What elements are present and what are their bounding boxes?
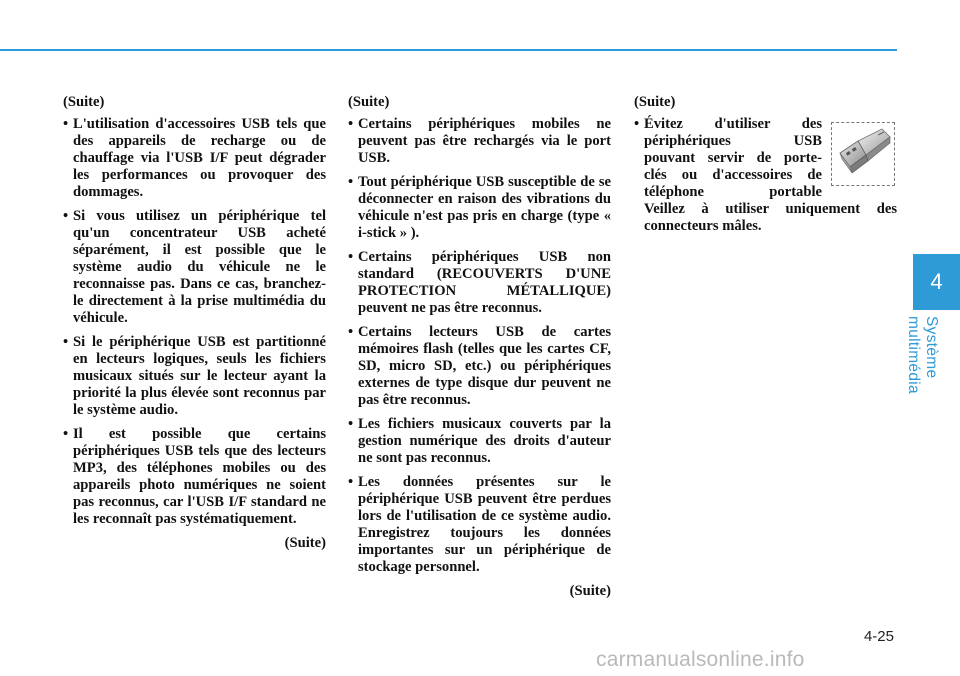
usb-warning-line: clés ou d'accessoires de xyxy=(644,167,822,183)
chapter-tab: 4 xyxy=(913,254,960,310)
continued-heading: (Suite) xyxy=(63,94,105,110)
bullet: • xyxy=(348,416,354,432)
usb-warning-tail: Veillez à utiliser uniquement des connecteurs mâles. xyxy=(644,201,897,234)
header-rule xyxy=(0,49,897,51)
usb-warning-line: pouvant servir de porte- xyxy=(644,150,822,166)
bullet: • xyxy=(348,474,354,490)
list-item-text: Il est possible que certains périphériques USB tels que des lecteurs MP3, des téléphones mobiles ou des appareils photo numériques ne soient pas reconnus, car l'USB I/F standard ne les reconnaît pas systématiquement. xyxy=(73,426,326,527)
list-item-text: Certains périphériques USB non standard (RECOUVERTS D'UNE PROTECTION MÉTALLIQUE) peuvent ne pas être reconnus. xyxy=(358,249,611,316)
usb-warning-line: Évitez d'utiliser des xyxy=(644,116,822,132)
list-item xyxy=(348,174,611,242)
list-item xyxy=(348,474,611,576)
column-2 xyxy=(348,94,611,600)
bullet: • xyxy=(348,174,354,190)
chapter-title: Système multimédia xyxy=(905,316,940,394)
bullet: • xyxy=(63,426,69,442)
bullet: • xyxy=(63,334,69,350)
usb-warning-line: téléphone portable xyxy=(644,184,822,200)
page-number: 4-25 xyxy=(863,628,894,645)
usb-key-icon xyxy=(832,123,894,185)
list-item-text: Tout périphérique USB susceptible de se déconnecter en raison des vibrations du véhicule n'est pas pris en charge (type « i-stick » ). xyxy=(358,174,611,241)
bullet: • xyxy=(63,116,69,132)
list-item xyxy=(63,208,326,327)
continued-heading: (Suite) xyxy=(348,94,390,110)
bullet: • xyxy=(634,116,640,132)
bullet: • xyxy=(348,324,354,340)
continued-footer: (Suite) xyxy=(569,583,611,599)
list-item xyxy=(348,416,611,467)
list-item-text: Si vous utilisez un périphérique tel qu'un concentrateur USB acheté séparément, il est possible que le système audio du véhicule ne le reconnaisse pas. Dans ce cas, branchez-le directement à la prise multimédia du véhicule. xyxy=(73,208,326,326)
list-item xyxy=(348,324,611,409)
list-item xyxy=(348,249,611,317)
usb-warning-line: périphériques USB xyxy=(644,133,822,149)
list-item xyxy=(63,334,326,419)
list-item xyxy=(348,116,611,167)
list-item-text: Certains lecteurs USB de cartes mémoires flash (telles que les cartes CF, SD, micro SD, etc.) ou périphériques externes de type disque dur peuvent ne pas être reconnus. xyxy=(358,324,611,408)
bullet: • xyxy=(63,208,69,224)
continued-footer: (Suite) xyxy=(284,535,326,551)
list-item-text: L'utilisation d'accessoires USB tels que des appareils de recharge ou de chauffage via l'USB I/F peut dégrader les performances ou provoquer des dommages. xyxy=(73,116,326,200)
bullet: • xyxy=(348,116,354,132)
column-1 xyxy=(63,94,326,552)
list-item xyxy=(63,426,326,528)
continued-heading: (Suite) xyxy=(634,94,676,110)
usb-key-illustration xyxy=(831,122,895,186)
bullet: • xyxy=(348,249,354,265)
list-item-text: Si le périphérique USB est partitionné en lecteurs logiques, seuls les fichiers musicaux situés sur le lecteur ayant la priorité la plus élevée sont reconnus par le système audio. xyxy=(73,334,326,418)
list-item-text: Certains périphériques mobiles ne peuvent pas être rechargés via le port USB. xyxy=(358,116,611,166)
watermark: carmanualsonline.info xyxy=(596,648,805,671)
list-item-text: Les données présentes sur le périphérique USB peuvent être perdues lors de l'utilisation de ce système audio. Enregistrez toujours les données importantes sur un périphérique de stockage personnel. xyxy=(358,474,611,575)
list-item-text: Les fichiers musicaux couverts par la gestion numérique des droits d'auteur ne sont pas reconnus. xyxy=(358,416,611,466)
list-item xyxy=(63,116,326,201)
